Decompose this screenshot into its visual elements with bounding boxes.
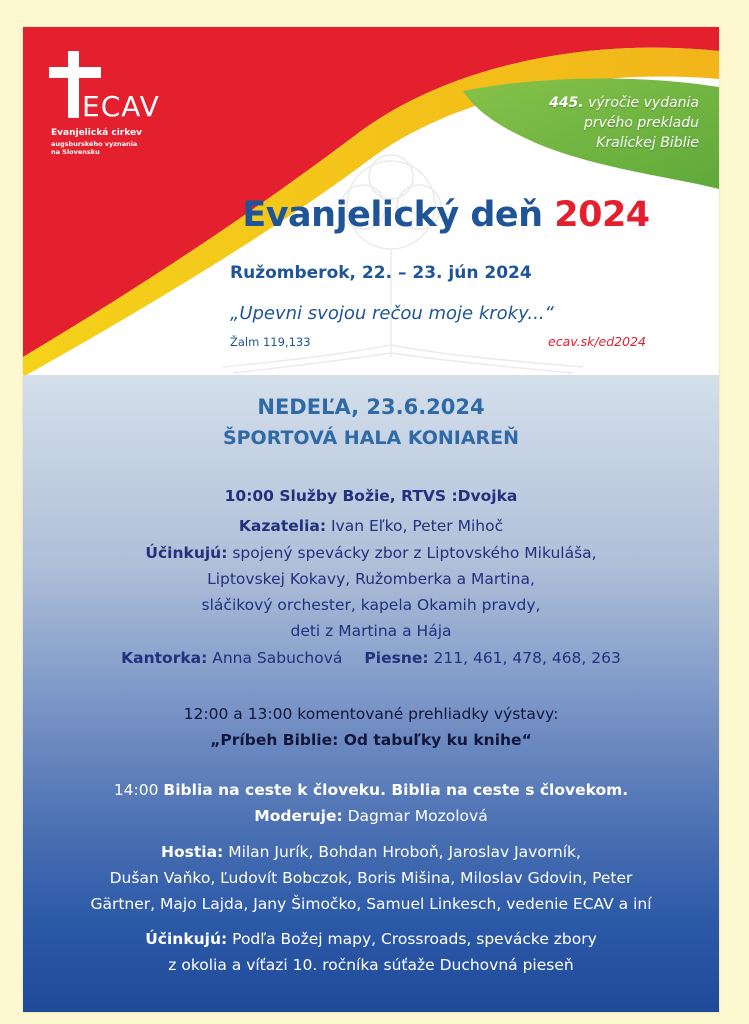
program-section	[23, 375, 719, 1012]
anniversary-text: prvého prekladu	[583, 115, 699, 131]
service-performers: Účinkujú: spojený spevácky zbor z Liptovského Mikuláša,	[145, 544, 597, 562]
logo-brand: ECAV	[82, 90, 160, 123]
service-title: 10:00 Služby Božie, RTVS :Dvojka	[224, 487, 518, 505]
discussion-moderator: Moderuje: Dagmar Mozolová	[254, 807, 488, 825]
discussion-guests: Hostia: Milan Jurík, Bohdan Hroboň, Jaroslav Javorník,	[161, 843, 581, 861]
logo-subtitle: na Slovensku	[51, 148, 100, 156]
discussion-title: 14:00 Biblia na ceste k človeku. Biblia na ceste s človekom.	[113, 781, 629, 799]
anniversary-text: Kralickej Biblie	[596, 135, 699, 151]
service-performers-cont: sláčikový orchester, kapela Okamih pravdy,	[201, 596, 541, 614]
service-performers-cont: deti z Martina a Hája	[290, 622, 452, 640]
ecav-logo	[49, 51, 189, 171]
psalm-reference: Žalm 119,133	[230, 335, 311, 349]
cross-icon-bar	[49, 67, 101, 78]
program-day: NEDEĽA, 23.6.2024	[257, 395, 485, 419]
title-year: 2024	[554, 195, 650, 235]
discussion-guests-cont: Dušan Vaňko, Ľudovít Bobczok, Boris Mišina, Miloslav Gdovin, Peter	[109, 869, 633, 887]
anniversary-text: výročie vydania	[583, 95, 699, 111]
logo-subtitle: augsburského vyznania	[51, 140, 138, 148]
event-poster	[23, 27, 719, 1012]
service-cantor-songs: Kantorka: Anna Sabuchová Piesne: 211, 461, 478, 468, 263	[121, 649, 621, 667]
event-url[interactable]: ecav.sk/ed2024	[548, 334, 646, 349]
cross-icon	[68, 51, 79, 118]
anniversary-note	[549, 93, 699, 153]
exhibition-times: 12:00 a 13:00 komentované prehliadky výstavy:	[183, 705, 559, 723]
poster-header	[23, 27, 719, 375]
service-preachers: Kazatelia: Ivan Eľko, Peter Mihoč	[238, 517, 504, 535]
anniversary-number: 445.	[549, 95, 584, 111]
discussion-performers: Účinkujú: Podľa Božej mapy, Crossroads, spevácke zbory	[145, 930, 597, 948]
service-performers-cont: Liptovskej Kokavy, Ružomberka a Martina,	[207, 570, 535, 588]
motto: „Upevni svojou rečou moje kroky...“	[230, 303, 554, 324]
event-title	[23, 195, 719, 235]
event-place-date: Ružomberok, 22. – 23. jún 2024	[230, 263, 532, 283]
program-venue: ŠPORTOVÁ HALA KONIAREŇ	[222, 427, 520, 449]
title-main: Evanjelický deň	[242, 195, 555, 235]
exhibition-title: „Príbeh Biblie: Od tabuľky ku knihe“	[210, 731, 532, 749]
discussion-guests-cont: Gärtner, Majo Lajda, Jany Šimočko, Samuel Linkesch, vedenie ECAV a iní	[90, 895, 652, 913]
logo-subtitle: Evanjelická cirkev	[51, 128, 142, 138]
discussion-performers-cont: z okolia a víťazi 10. ročníka súťaže Duchovná pieseň	[168, 956, 574, 974]
